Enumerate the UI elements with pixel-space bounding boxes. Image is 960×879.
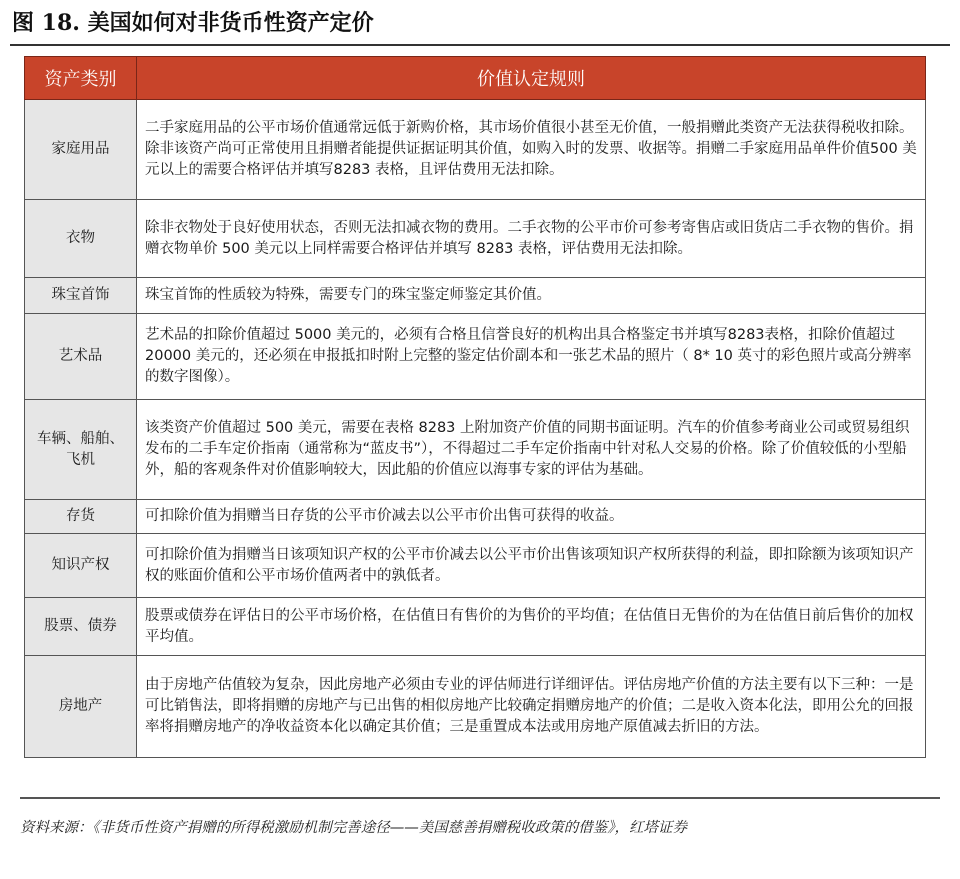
- row-rule: 二手家庭用品的公平市场价值通常远低于新购价格，其市场价值很小甚至无价值，一般捐赠此类资产无法获得税收扣除。除非该资产尚可正常使用且捐赠者能提供证据证明其价值，如购入时的发票、收据等。捐赠二手家庭用品单件价值500 美元以上的需要合格评估并填写8283 表格，且评估费用无法扣除。: [137, 100, 926, 200]
- header-valuation-rule: 价值认定规则: [137, 57, 926, 100]
- row-rule: 由于房地产估值较为复杂，因此房地产必须由专业的评估师进行详细评估。评估房地产价值的方法主要有以下三种：一是可比销售法，即将捐赠的房地产与已出售的相似房地产比较确定捐赠房地产的价值；二是收入资本化法，即用公允的回报率将捐赠房地产的净收益资本化以确定其价值；三是重置成本法或用房地产原值减去折旧的方法。: [137, 656, 926, 758]
- row-category: 衣物: [25, 200, 137, 278]
- valuation-rules-table: [24, 56, 926, 758]
- table-row: [25, 100, 926, 200]
- table-row: [25, 598, 926, 656]
- header-asset-category: 资产类别: [25, 57, 137, 100]
- row-category: 车辆、船舶、飞机: [25, 400, 137, 500]
- table-row: [25, 400, 926, 500]
- row-rule: 艺术品的扣除价值超过 5000 美元的，必须有合格且信誉良好的机构出具合格鉴定书并填写8283表格，扣除价值超过 20000 美元的，还必须在申报抵扣时附上完整的鉴定估价副本和一张艺术品的照片（ 8* 10 英寸的彩色照片或高分辨率的数字图像）。: [137, 314, 926, 400]
- table-row: [25, 200, 926, 278]
- row-rule: 除非衣物处于良好使用状态，否则无法扣减衣物的费用。二手衣物的公平市价可参考寄售店或旧货店二手衣物的售价。捐赠衣物单价 500 美元以上同样需要合格评估并填写 8283 表格，评估费用无法扣除。: [137, 200, 926, 278]
- table-row: [25, 314, 926, 400]
- source-note: 资料来源：《非货币性资产捐赠的所得税激励机制完善途径——美国慈善捐赠税收政策的借鉴》，红塔证券: [20, 797, 940, 847]
- row-category: 艺术品: [25, 314, 137, 400]
- table-row: [25, 500, 926, 534]
- row-category: 知识产权: [25, 534, 137, 598]
- figure-title: 图 18. 美国如何对非货币性资产定价: [12, 10, 374, 36]
- row-rule: 可扣除价值为捐赠当日存货的公平市价减去以公平市价出售可获得的收益。: [137, 500, 926, 534]
- row-rule: 股票或债券在评估日的公平市场价格，在估值日有售价的为售价的平均值；在估值日无售价的为在估值日前后售价的加权平均值。: [137, 598, 926, 656]
- table-header-row: [25, 57, 926, 100]
- row-rule: 可扣除价值为捐赠当日该项知识产权的公平市价减去以公平市价出售该项知识产权所获得的利益，即扣除额为该项知识产权的账面价值和公平市场价值两者中的孰低者。: [137, 534, 926, 598]
- row-category: 房地产: [25, 656, 137, 758]
- table-row: [25, 656, 926, 758]
- row-category: 珠宝首饰: [25, 278, 137, 314]
- table-row: [25, 534, 926, 598]
- title-divider: [10, 44, 950, 46]
- row-category: 股票、债券: [25, 598, 137, 656]
- row-category: 家庭用品: [25, 100, 137, 200]
- row-rule: 该类资产价值超过 500 美元，需要在表格 8283 上附加资产价值的同期书面证明。汽车的价值参考商业公司或贸易组织发布的二手车定价指南（通常称为“蓝皮书”），不得超过二手车定价指南中针对私人交易的价格。除了价值较低的小型船外，船的客观条件对价值影响较大，因此船的价值应以海事专家的评估为基础。: [137, 400, 926, 500]
- row-category: 存货: [25, 500, 137, 534]
- table-row: [25, 278, 926, 314]
- row-rule: 珠宝首饰的性质较为特殊，需要专门的珠宝鉴定师鉴定其价值。: [137, 278, 926, 314]
